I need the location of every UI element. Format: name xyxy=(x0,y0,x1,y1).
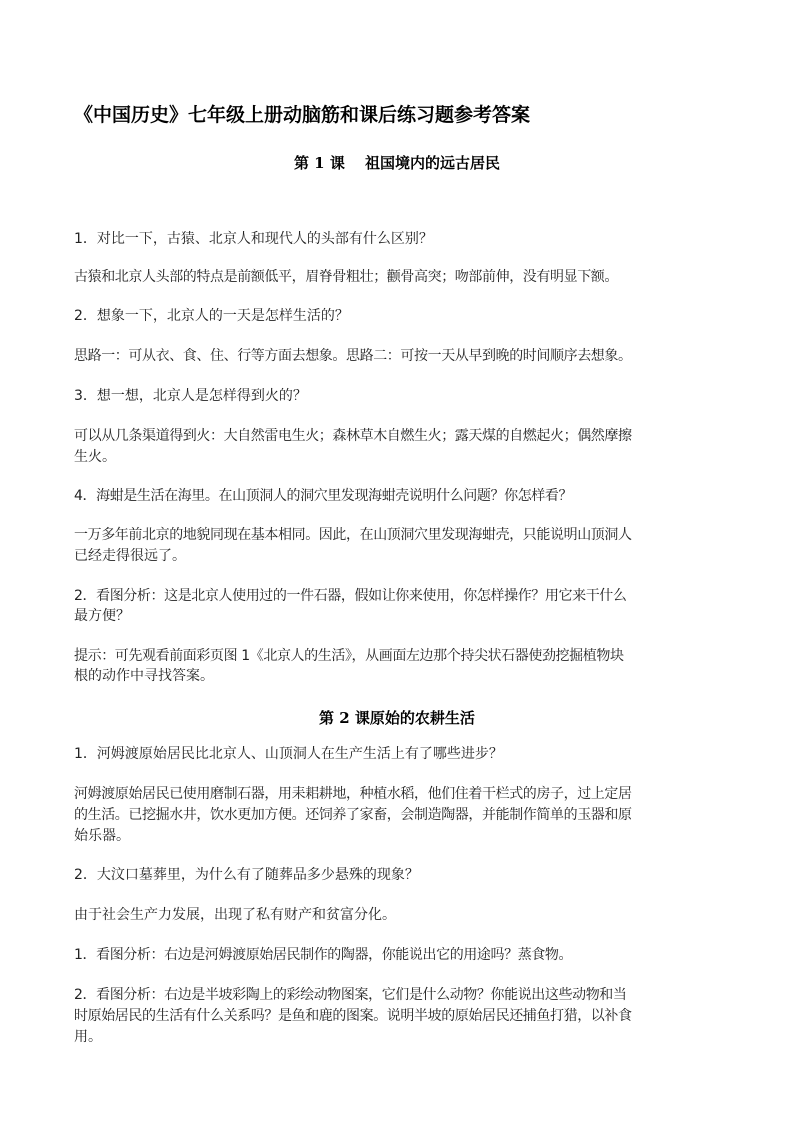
lesson1-question-4: 4．海蚶是生活在海里。在山顶洞人的洞穴里发现海蚶壳说明什么问题？你怎样看？ xyxy=(74,488,573,504)
lesson1-question-3: 3．想一想，北京人是怎样得到火的？ xyxy=(74,388,307,404)
lesson1-question-5-line-1: 2．看图分析：这是北京人使用过的一件石器，假如让你来使用，你怎样操作？用它来干什么 xyxy=(74,588,627,604)
lesson1-answer-1: 古猿和北京人头部的特点是前额低平，眉脊骨粗壮；颧骨高突；吻部前伸，没有明显下额。 xyxy=(74,269,618,285)
lesson2-answer-1-line-1: 河姆渡原始居民已使用磨制石器，用耒耜耕地，种植水稻，他们住着干栏式的房子，过上定居 xyxy=(74,786,632,802)
lesson1-answer-5-line-2: 根的动作中寻找答案。 xyxy=(74,668,214,684)
lesson2-question-1: 1．河姆渡原始居民比北京人、山顶洞人在生产生活上有了哪些进步？ xyxy=(74,746,503,762)
lesson2-question-4-line-2: 时原始居民的生活有什么关系吗？是鱼和鹿的图案。说明半坡的原始居民还捕鱼打猎，以补食 xyxy=(74,1008,632,1024)
lesson1-question-2: 2．想象一下，北京人的一天是怎样生活的？ xyxy=(74,308,349,324)
lesson1-answer-2: 思路一：可从衣、食、住、行等方面去想象。思路二：可按一天从早到晚的时间顺序去想象。 xyxy=(74,348,632,364)
lesson2-question-2: 2．大汶口墓葬里，为什么有了随葬品多少悬殊的现象？ xyxy=(74,867,419,883)
lesson1-answer-4-line-2: 已经走得很远了。 xyxy=(74,548,186,564)
lesson1-answer-3-line-1: 可以从几条渠道得到火：大自然雷电生火；森林草木自燃生火；露天煤的自燃起火；偶然摩擦 xyxy=(74,428,632,444)
lesson2-question-4-line-1: 2．看图分析：右边是半坡彩陶上的彩绘动物图案，它们是什么动物？你能说出这些动物和当 xyxy=(74,987,627,1003)
lesson2-heading: 第 2 课原始的农耕生活 xyxy=(319,709,475,727)
lesson2-answer-1-line-3: 始乐器。 xyxy=(74,828,130,844)
lesson1-answer-5-line-1: 提示：可先观看前面彩页图 1《北京人的生活》，从画面左边那个持尖状石器使劲挖掘植物块 xyxy=(74,648,624,664)
lesson2-question-4-line-3: 用。 xyxy=(74,1029,102,1045)
lesson1-answer-3-line-2: 生火。 xyxy=(74,449,116,465)
lesson1-question-1: 1．对比一下，古猿、北京人和现代人的头部有什么区别？ xyxy=(74,231,433,247)
lesson2-answer-2: 由于社会生产力发展，出现了私有财产和贫富分化。 xyxy=(74,907,396,923)
lesson1-answer-4-line-1: 一万多年前北京的地貌同现在基本相同。因此，在山顶洞穴里发现海蚶壳，只能说明山顶洞人 xyxy=(74,527,632,543)
lesson1-question-5-line-2: 最方便？ xyxy=(74,608,130,624)
lesson2-question-3: 1．看图分析：右边是河姆渡原始居民制作的陶器，你能说出它的用途吗？蒸食物。 xyxy=(74,947,573,963)
lesson1-heading: 第 1 课 祖国境内的远古居民 xyxy=(293,154,501,172)
document-title: 《中国历史》七年级上册动脑筋和课后练习题参考答案 xyxy=(74,104,531,126)
lesson2-answer-1-line-2: 的生活。已挖掘水井，饮水更加方便。还饲养了家畜，会制造陶器，并能制作简单的玉器和原 xyxy=(74,807,632,823)
